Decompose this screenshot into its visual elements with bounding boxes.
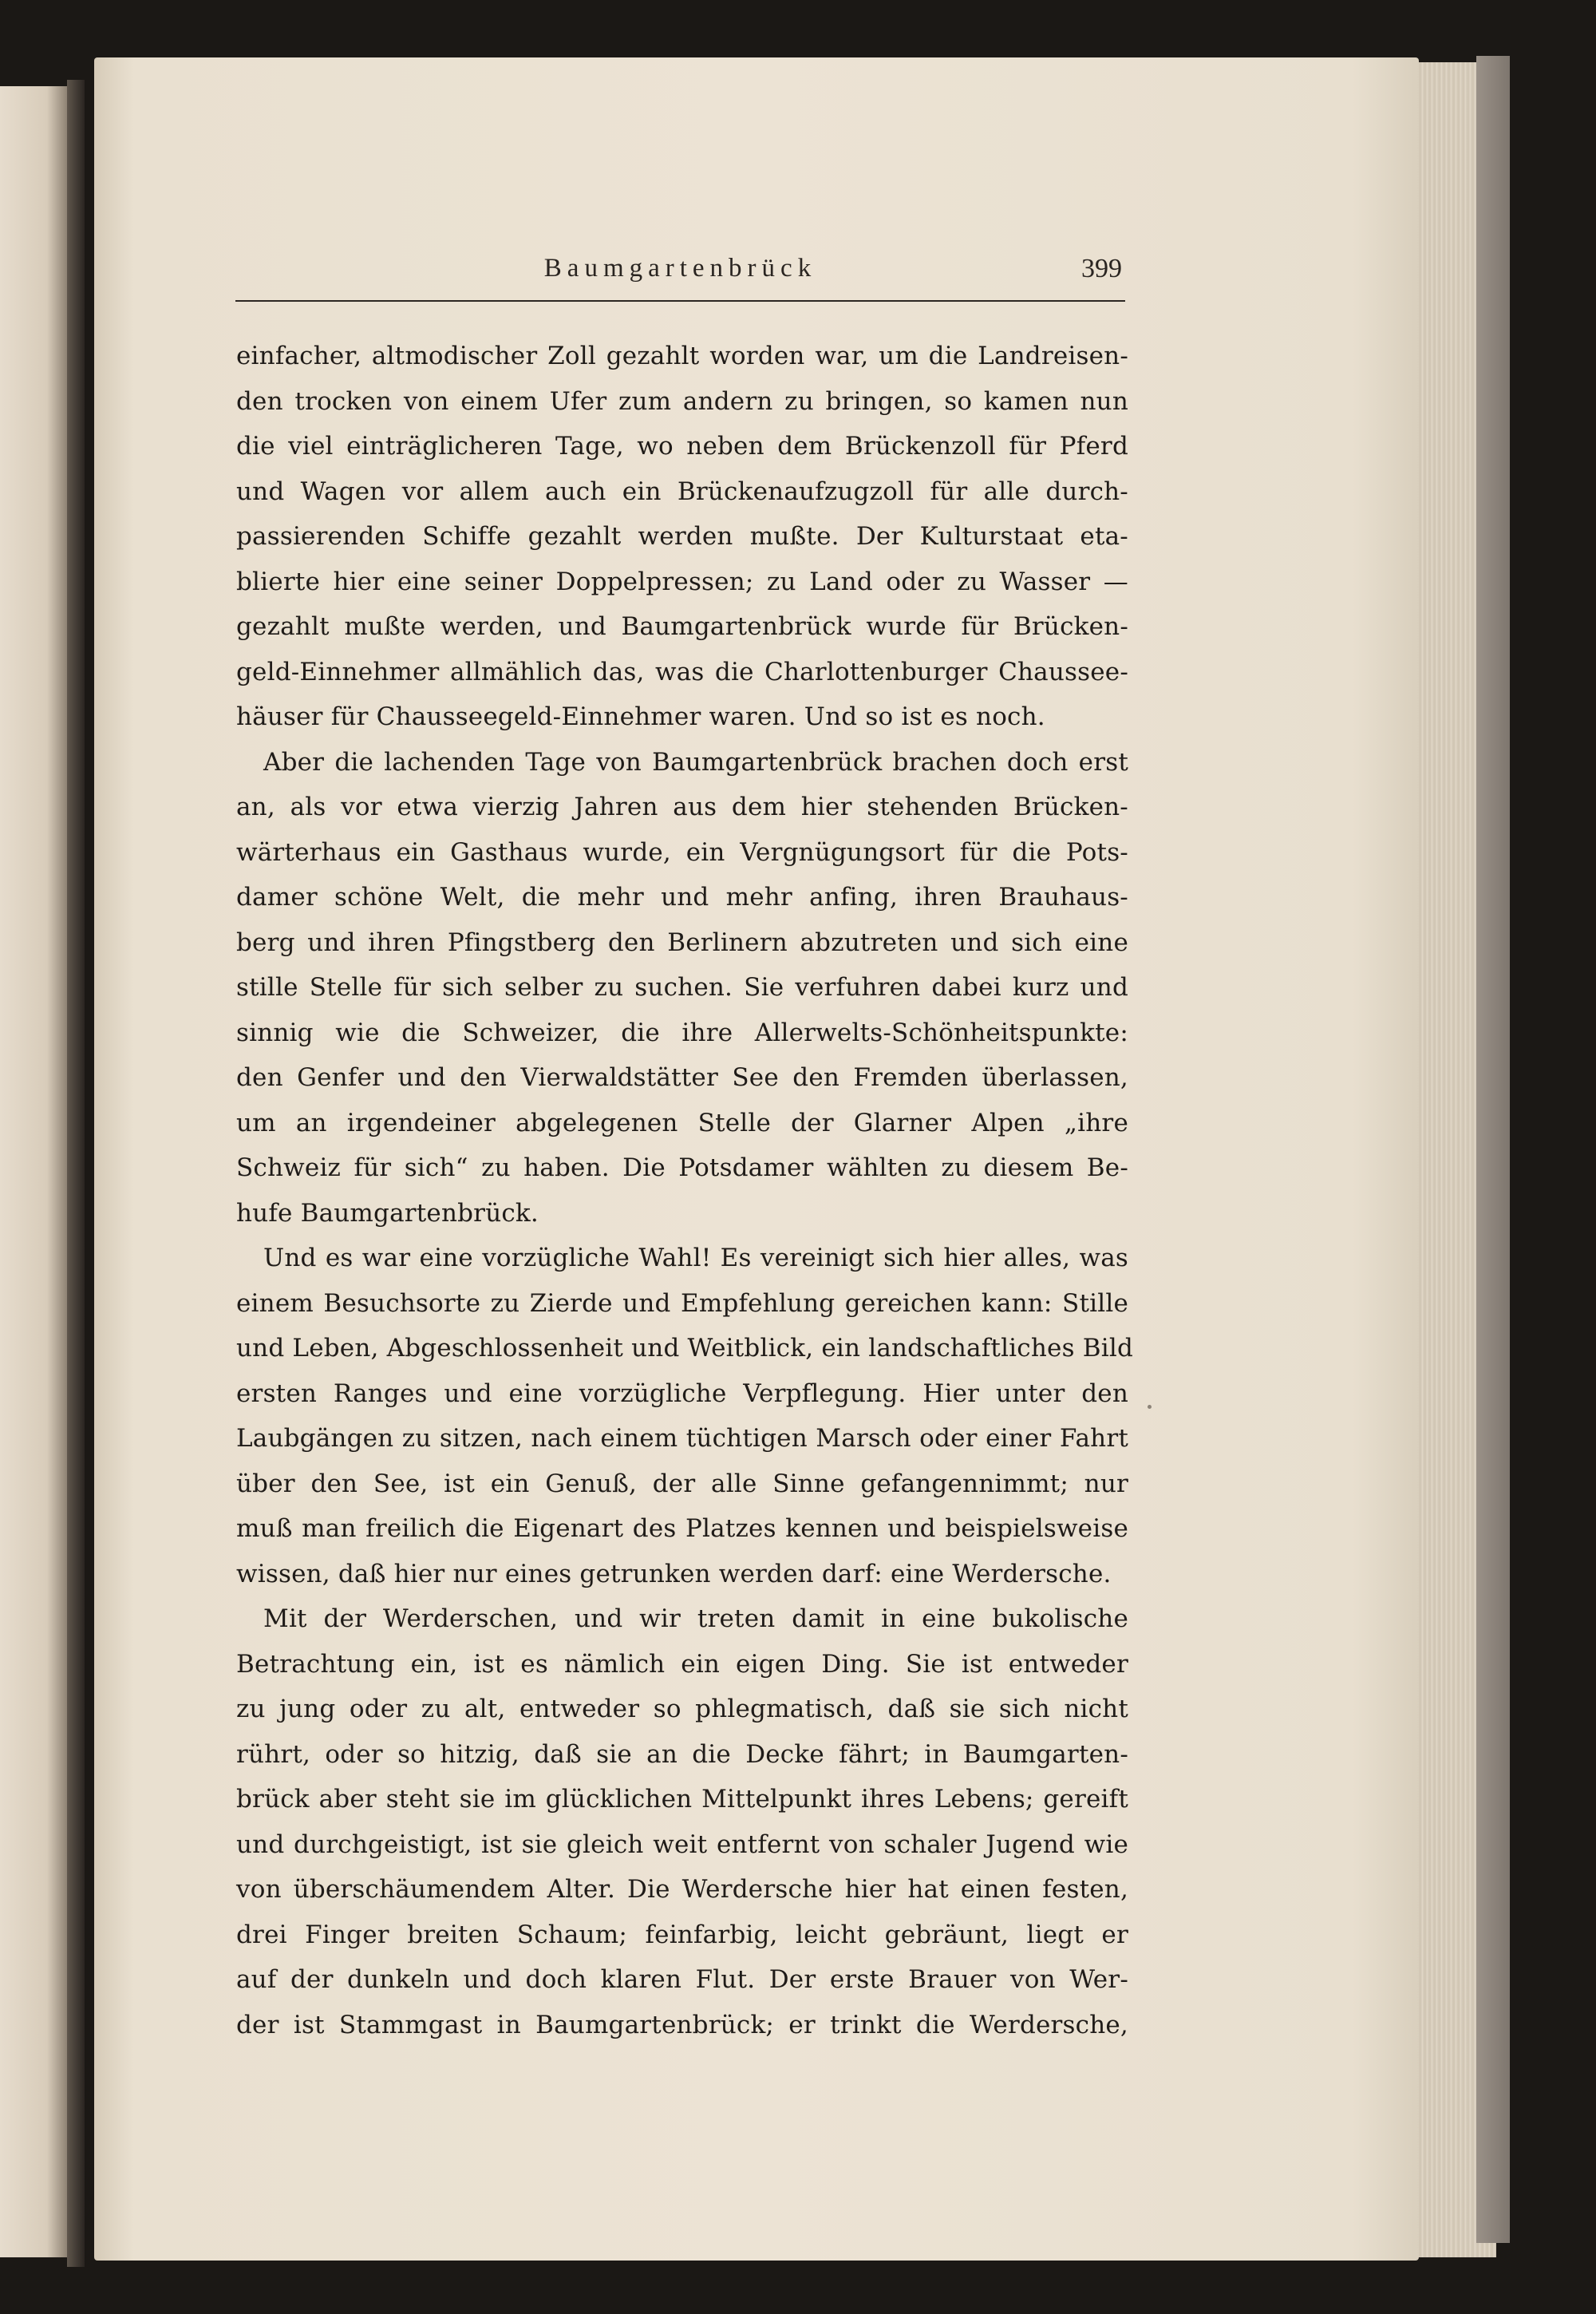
running-head-title: Baumgartenbrück xyxy=(543,254,817,283)
text-line: damer schöne Welt, die mehr und mehr anfing, ihren Brauhaus- xyxy=(236,883,1128,912)
text-line: zu jung oder zu alt, entweder so phlegmatisch, daß sie sich nicht xyxy=(236,1695,1128,1723)
text-line: muß man freilich die Eigenart des Platzes kennen und beispielsweise xyxy=(236,1514,1128,1543)
text-line: wissen, daß hier nur eines getrunken werden darf: eine Werdersche. xyxy=(236,1559,1112,1588)
text-line: blierte hier eine seiner Doppelpressen; zu Land oder zu Wasser — xyxy=(236,567,1128,596)
body-text xyxy=(236,334,1133,2047)
text-line: sinnig wie die Schweizer, die ihre Allerwelts-Schönheitspunkte: xyxy=(236,1018,1128,1047)
text-line: gezahlt mußte werden, und Baumgartenbrück wurde für Brücken- xyxy=(236,612,1128,641)
text-line: einem Besuchsorte zu Zierde und Empfehlung gereichen kann: Stille xyxy=(236,1288,1128,1318)
text-line: den Genfer und den Vierwaldstätter See den Fremden überlassen, xyxy=(236,1063,1128,1092)
text-line: Aber die lachenden Tage von Baumgartenbrück brachen doch erst xyxy=(263,747,1128,777)
text-line: der ist Stammgast in Baumgartenbrück; er trinkt die Werdersche, xyxy=(236,2010,1128,2039)
facing-page-edge xyxy=(0,86,67,2257)
text-line: um an irgendeiner abgelegenen Stelle der Glarner Alpen „ihre xyxy=(236,1108,1128,1137)
text-line: Und es war eine vorzügliche Wahl! Es vereinigt sich hier alles, was xyxy=(263,1244,1128,1272)
text-line: hufe Baumgartenbrück. xyxy=(236,1198,539,1228)
text-line: brück aber steht sie im glücklichen Mittelpunkt ihres Lebens; gereift xyxy=(236,1785,1128,1814)
paper-speck xyxy=(1148,1405,1152,1409)
text-line: rührt, oder so hitzig, daß sie an die Decke fährt; in Baumgarten- xyxy=(236,1739,1128,1769)
text-line: den trocken von einem Ufer zum andern zu bringen, so kamen nun xyxy=(236,386,1128,416)
text-line: an, als vor etwa vierzig Jahren aus dem hier stehenden Brücken- xyxy=(236,793,1128,821)
text-line: ersten Ranges und eine vorzügliche Verpflegung. Hier unter den xyxy=(236,1379,1128,1408)
text-line: Betrachtung ein, ist es nämlich ein eigen Ding. Sie ist entweder xyxy=(236,1649,1128,1679)
running-head xyxy=(235,254,1125,302)
text-line: auf der dunkeln und doch klaren Flut. Der erste Brauer von Wer- xyxy=(236,1965,1128,1994)
text-line: häuser für Chausseegeld-Einnehmer waren. Und so ist es noch. xyxy=(236,702,1045,731)
text-line: über den See, ist ein Genuß, der alle Sinne gefangennimmt; nur xyxy=(236,1469,1128,1498)
text-line: stille Stelle für sich selber zu suchen. Sie verfuhren dabei kurz und xyxy=(236,973,1128,1002)
book-cover-edge xyxy=(1476,56,1510,2243)
text-line: und durchgeistigt, ist sie gleich weit entfernt von schaler Jugend wie xyxy=(236,1829,1128,1859)
text-line: Schweiz für sich“ zu haben. Die Potsdamer wählten zu diesem Be- xyxy=(236,1153,1128,1182)
book-gutter xyxy=(67,80,85,2267)
text-line: drei Finger breiten Schaum; feinfarbig, leicht gebräunt, liegt er xyxy=(236,1920,1128,1949)
text-line: berg und ihren Pfingstberg den Berlinern abzutreten und sich eine xyxy=(236,928,1128,957)
text-line: von überschäumendem Alter. Die Werdersche hier hat einen festen, xyxy=(236,1875,1128,1904)
text-line: und Wagen vor allem auch ein Brückenaufzugzoll für alle durch- xyxy=(236,477,1128,506)
text-line: die viel einträglicheren Tage, wo neben dem Brückenzoll für Pferd xyxy=(236,432,1128,461)
text-line: Laubgängen zu sitzen, nach einem tüchtigen Marsch oder einer Fahrt xyxy=(236,1424,1128,1453)
text-line: geld-Einnehmer allmählich das, was die Charlottenburger Chaussee- xyxy=(236,657,1128,686)
text-line: einfacher, altmodischer Zoll gezahlt worden war, um die Landreisen- xyxy=(236,342,1128,370)
page-number: 399 xyxy=(1081,254,1122,283)
text-line: passierenden Schiffe gezahlt werden mußte. Der Kulturstaat eta- xyxy=(236,522,1128,551)
text-line: und Leben, Abgeschlossenheit und Weitblick, ein landschaftliches Bild xyxy=(236,1334,1133,1363)
text-line: wärterhaus ein Gasthaus wurde, ein Vergnügungsort für die Pots- xyxy=(236,837,1128,867)
text-line: Mit der Werderschen, und wir treten damit in eine bukolische xyxy=(263,1604,1128,1633)
